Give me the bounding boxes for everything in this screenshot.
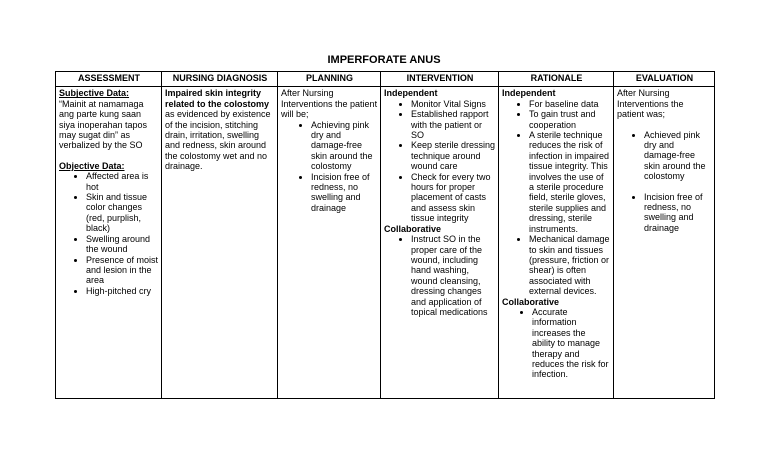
list-item: • Keep sterile dressing technique around wound care	[411, 140, 496, 171]
list-item: • Achieving pink dry and damage-free skin around the colostomy	[311, 120, 378, 172]
list-item: • Check for every two hours for proper placement of casts and assess skin tissue integrity	[411, 172, 496, 224]
rationale-collaborative-list	[502, 307, 611, 380]
nursing-care-plan-table	[55, 71, 715, 399]
list-item: • Incision free of redness, no swelling and drainage	[311, 172, 378, 214]
header-intervention: INTERVENTION	[381, 72, 499, 87]
nursing-diagnosis-cell	[162, 87, 278, 399]
list-item: • Mechanical damage to skin and tissues (pressure, friction or shear) is often associated with external devices.	[529, 234, 611, 296]
intervention-collaborative-label: Collaborative	[384, 223, 442, 234]
list-item: • Accurate information increases the ability to manage therapy and reduces the risk for infection.	[532, 307, 611, 380]
list-item: • Skin and tissue color changes (red, purplish, black)	[86, 192, 159, 234]
rationale-collaborative-label: Collaborative	[502, 296, 560, 307]
subjective-data-text: “Mainit at namamaga ang parte kung saan siya inoperahan tapos may sugat din” as verbalized by the SO	[59, 98, 148, 151]
subjective-data-label: Subjective Data:	[59, 88, 130, 99]
intervention-cell	[381, 87, 499, 399]
list-item: • Incision free of redness, no swelling and drainage	[644, 192, 712, 234]
list-item: • Swelling around the wound	[86, 234, 159, 255]
planning-cell	[278, 87, 381, 399]
rationale-independent-label: Independent	[502, 88, 556, 99]
planning-intro: After Nursing Interventions the patient will be;	[281, 88, 378, 120]
evaluation-outcomes-list	[617, 130, 712, 234]
list-item: • A sterile technique reduces the risk of infection in impaired tissue integrity. This involves the use of a sterile procedure field, sterile gloves, sterile supplies and dressing, sterile instruments.	[529, 130, 611, 234]
diagnosis-statement: Impaired skin integrity related to the colostomy	[165, 88, 270, 109]
list-item: • To gain trust and cooperation	[529, 109, 611, 130]
list-item: • Established rapport with the patient or SO	[411, 109, 496, 140]
rationale-independent-list	[502, 99, 611, 297]
diagnosis-evidence: as evidenced by existence of the incision, stitching drain, irritation, swelling and redness, skin around the colostomy wet and no drainage.	[165, 109, 271, 172]
assessment-cell	[56, 87, 162, 399]
evaluation-intro: After Nursing Interventions the patient was;	[617, 88, 684, 120]
care-plan-row	[56, 87, 715, 399]
objective-data-list	[59, 171, 159, 296]
evaluation-cell	[614, 87, 715, 399]
header-planning: PLANNING	[278, 72, 381, 87]
planning-goals-list	[281, 120, 378, 214]
list-item: • Achieved pink dry and damage-free skin around the colostomy	[644, 130, 712, 182]
header-evaluation: EVALUATION	[614, 72, 715, 87]
intervention-independent-list	[384, 99, 496, 224]
list-item: • Affected area is hot	[86, 171, 159, 192]
list-item: • Presence of moist and lesion in the area	[86, 255, 159, 286]
intervention-collaborative-list	[384, 234, 496, 317]
header-rationale: RATIONALE	[499, 72, 614, 87]
list-item: • Monitor Vital Signs	[411, 99, 496, 109]
rationale-cell	[499, 87, 614, 399]
document-title: IMPERFORATE ANUS	[327, 54, 441, 66]
header-assessment: ASSESSMENT	[56, 72, 162, 87]
header-row	[56, 72, 715, 87]
intervention-independent-label: Independent	[384, 88, 438, 99]
header-nursing-diagnosis: NURSING DIAGNOSIS	[162, 72, 278, 87]
objective-data-label: Objective Data:	[59, 160, 125, 171]
list-item: • High-pitched cry	[86, 286, 159, 296]
list-item: • Instruct SO in the proper care of the wound, including hand washing, wound cleansing, dressing changes and application of topical medications	[411, 234, 496, 317]
list-item: • For baseline data	[529, 99, 611, 109]
